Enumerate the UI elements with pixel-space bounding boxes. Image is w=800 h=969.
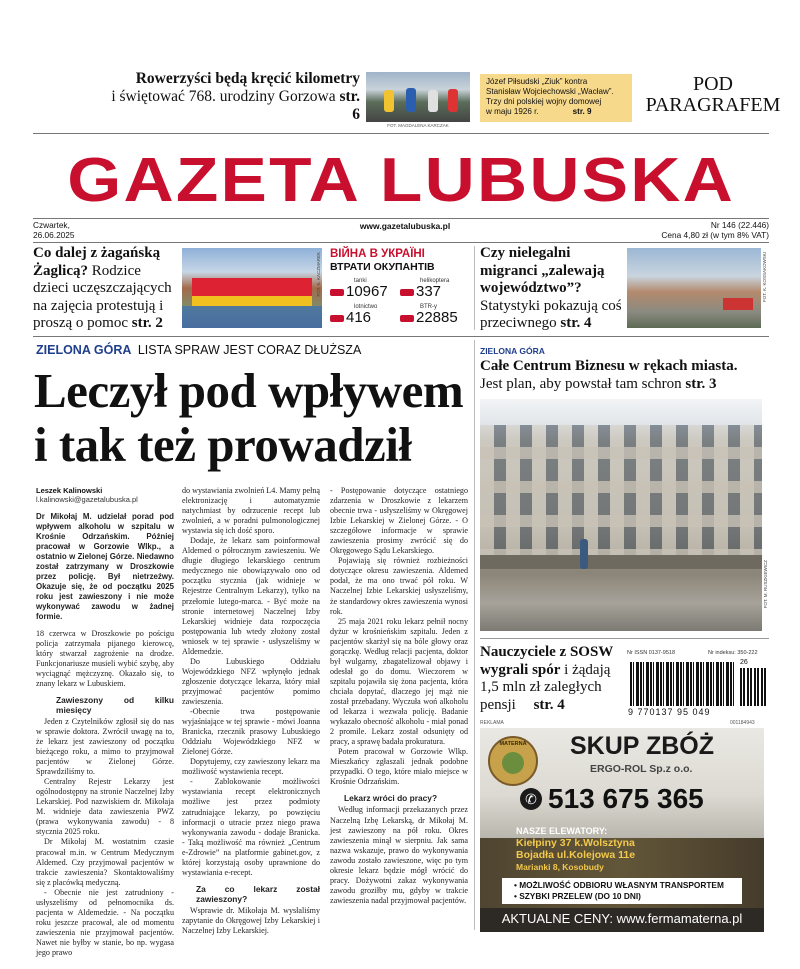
lead-paragraph: Centralny Rejestr Lekarzy jest ogólnodostępny na stronie Naczelnej Izby Lekarskiej. Pod nazwiskiem dr. Mikołaja M. widnieje data zawieszenia PWZ (prawa wykonywania zawodu) - 8 stycznia 2025 roku. <box>36 777 174 837</box>
masthead-url[interactable]: www.gazetalubuska.pl <box>359 221 451 231</box>
ad-title: SKUP ZBÓŻ <box>570 732 714 760</box>
index-number: Nr indeksu: 350-222 <box>708 650 758 656</box>
apc-icon <box>400 315 414 322</box>
lead-intro: Dr Mikołaj M. udzielał porad pod wpływem alkoholu w szpitalu w Krośnie Odrzańskim. Później pracował w Gorzowie Wlkp., a ostatnio w Zielonej Górze. Niedawno został zatrzymany w Droszkowie przez policję. Był nietrzeźwy. Okazuje się, że od początku 2025 roku jest zawieszony i nie może wykonywać zawodu w żadnej formie. <box>36 512 174 622</box>
war-stat-helicopters: helikoptera 337 <box>400 278 449 299</box>
lead-kicker-text: LISTA SPRAW JEST CORAZ DŁUŻSZA <box>137 343 362 357</box>
story-zaglica-photo <box>182 248 322 328</box>
lead-paragraph: 18 czerwca w Droszkowie po pościgu policja zatrzymała pijanego kierowcę, który stwarzał zagrożenie na drodze. Funkcjonariusze musieli wybić szybę, aby wyciągnąć mężczyznę. Okazało się, to znany lekarz w Lubuskiem. <box>36 628 174 688</box>
badge-line2: PARAGRAFEM <box>645 94 781 116</box>
lead-paragraph: Jeden z Czytelników zgłosił się do nas w sprawie doktora. Zwrócił uwagę na to, że lekarz jest zawieszony od początku bieżącego roku, a mimo to przyjmował pacjentów w Zielonej Górze. Sprawdziliśmy to. <box>36 716 174 777</box>
story-zaglica-ref: str. 2 <box>131 315 163 331</box>
masthead-title: GAZETA LUBUSKA <box>67 146 735 215</box>
teachers-bold1: Nauczyciele z SOSW <box>480 644 614 660</box>
lead-kicker-place: ZIELONA GÓRA <box>36 343 132 357</box>
helicopter-icon <box>400 289 414 296</box>
lead-subhead: Zawieszony od kilku miesięcy <box>56 694 174 715</box>
teaser-right-line3: Trzy dni polskiej wojny domowej <box>486 97 602 106</box>
lead-headline-line1: Leczył pod wpływem <box>34 363 464 418</box>
pod-paragrafem-badge <box>640 74 786 116</box>
war-stat-apc: BTR-y 22885 <box>400 304 458 325</box>
ad-elevators-title: NASZE ELEWATORY: <box>516 826 608 836</box>
teaser-left-line1: Rowerzyści będą kręcić kilometry <box>135 70 360 87</box>
teachers-text: i żądają 1,5 mln zł zaległych pensji <box>480 661 611 713</box>
logo-text: MATERNA <box>499 741 527 747</box>
teaser-right-line2: Stanisław Wojciechowski „Wacław”. <box>486 87 614 96</box>
teachers-story[interactable] <box>480 644 620 714</box>
lead-column-1 <box>36 512 174 958</box>
badge-line1: POD <box>692 73 733 95</box>
right-story-ref: str. 3 <box>685 376 717 392</box>
ad-phone[interactable]: 513 675 365 <box>548 783 704 814</box>
lead-paragraph: do wystawiania zwolnień L4. Mamy pełną elektronizację i automatyzmie natychmiast by odrzucenie recept lub zwolnień, a w poradni pulmonologicznej wystawia się ich dość sporo. <box>182 486 321 536</box>
phone-icon: ✆ <box>520 788 542 810</box>
story-migrants[interactable] <box>480 245 622 333</box>
story-zaglica-credit: FOT. K. KACZMAREK <box>316 252 321 297</box>
masthead-day: Czwartek, <box>33 220 70 230</box>
war-stat-tanks: tanki 10967 <box>330 278 388 299</box>
right-story-photo <box>480 399 762 631</box>
story-migrants-bold: Czy nielegalni migranci „zalewają województwo”? <box>480 245 605 296</box>
right-story-credit: FOT. M. RUSZKIEWICZ <box>763 560 768 609</box>
lead-headline[interactable] <box>34 364 474 472</box>
story-zaglica[interactable] <box>33 245 178 333</box>
lead-paragraph: Dr Mikołaj M. wostatnim czasie pracował m.in. w Centrum Medycznym Aldemed. Czy przyjmował pacjentów w trakcie zawieszenia? Skontaktowaliśmy się z placówką medyczną. <box>36 837 174 887</box>
ad-feature: • SZYBKI PRZELEW (DO 10 DNI) <box>514 891 641 901</box>
ad-label: REKLAMA <box>480 720 504 726</box>
teaser-right-box[interactable] <box>480 74 632 122</box>
right-story-deck: Jest plan, aby powstał tam schron <box>480 376 682 392</box>
lead-author: Leszek Kalinowski <box>36 486 103 495</box>
materna-logo <box>488 736 538 786</box>
lead-paragraph: 25 maja 2021 roku lekarz pełnił nocny dyżur w krośnieńskim szpitalu. Jeden z pacjentów skarżył się na bóle głowy oraz gorączkę. Według relacji pacjenta, doktor był wulgarny, zbagatelizował objawy i odesłał go do domu. Wieczorem w szpitalu pojawiła się żona pacjenta, która chciała dopytać, dlaczego jej mąż nie został przebadany. Wyczuła woń alkoholu od lekarza i wezwała policję. Badanie wykazało obecność alkoholu - miał ponad 2 promile. Lekarz został odsunięty od pracy, a sprawę badała prokuratura. <box>330 616 468 747</box>
right-story-kicker: ZIELONA GÓRA <box>480 346 545 356</box>
teaser-left-credit: FOT. MAGDALENA KARCZAK <box>387 123 449 128</box>
masthead-issue: Nr 146 (22.446) <box>710 220 769 230</box>
ad-code: 001184943 <box>730 720 755 726</box>
lead-paragraph: Pojawiają się również rozbieżności dotyczące okresu zawieszenia. Aldemed podał, że ma ono trwać pół roku. W Naczelnej Izbie Lekarskiej usłyszeliśmy, że standardowy okres zawieszenia wynosi rok. <box>330 556 468 616</box>
lead-kicker <box>36 343 361 357</box>
ad-elevator: Bojadła ul.Kolejowa 11e <box>516 849 636 861</box>
war-title: ВІЙНА В УКРАЇНІ <box>330 248 425 260</box>
ad-elevator: Kiełpiny 37 k.Wolsztyna <box>516 837 635 849</box>
ad-company: ERGO-ROL Sp.z o.o. <box>590 763 693 775</box>
story-migrants-photo <box>627 248 761 328</box>
teaser-left-photo <box>366 72 470 122</box>
barcode-addon <box>740 668 766 706</box>
lead-subhead: Za co lekarz został zawieszony? <box>196 883 320 904</box>
ad-elevator: Marianki 8, Kosobudy <box>516 862 604 872</box>
story-migrants-text: Statystyki pokazują coś przeciwnego <box>480 297 622 331</box>
teaser-right-line4: w maju 1926 r. <box>486 107 539 116</box>
ad-box[interactable] <box>480 728 764 932</box>
lead-paragraph: Potem pracował w Gorzowie Wlkp. Mieszkańcy zgłaszali jednak podobne przypadki. O tego, które miało miejsce w Krośnie Odrzańskim. <box>330 747 468 787</box>
lead-headline-line2: i tak też prowadził <box>34 417 412 472</box>
teaser-left-ref[interactable]: str. 6 <box>339 88 360 123</box>
lead-column-3 <box>330 486 468 906</box>
lead-paragraph: Dodaje, że lekarz sam poinformował Aldemed o półrocznym zawieszeniu. We długie długiego lekarskiego centrum medycznego nie obowiązywało ono od początku stycznia (jak widnieje w Rejestrze Centralnym Lekarzy), tylko na przełomie lutego-marca. - Być może na stronie internetowej Naczelnej Izby Lekarskiej widnieje data rozpoczęcia postępowania lub wtedy złożony został wniosek w tej sprawie - usłyszeliśmy w Aldemedzie. <box>182 536 320 656</box>
teachers-bold2: wygrali spór <box>480 661 561 678</box>
lead-paragraph: - Obecnie nie jest zatrudniony - usłyszeliśmy od pełnomocnika ds. pacjenta w Aldemedzie. - Na początku roku jeszcze pracował, ale od momentu zawieszenia nie przyjmował pacjentów. Nawet nie byłby w stanie, bo np. wygasa jego prawo <box>36 887 174 957</box>
teaser-right-ref[interactable]: str. 9 <box>572 107 592 116</box>
teaser-right-line1: Józef Piłsudski „Ziuk” kontra <box>486 77 588 86</box>
war-subtitle: ВТРАТИ ОКУПАНТІВ <box>330 261 435 273</box>
plane-icon <box>330 315 344 322</box>
war-stat-aircraft: lotnictwo 416 <box>330 304 377 325</box>
barcode-number: 9 770137 95 049 <box>628 707 711 717</box>
teaser-left-line2: i świętować 768. urodziny Gorzowa <box>111 88 336 105</box>
masthead-date: 26.06.2025 <box>33 230 75 240</box>
lead-paragraph: Dopytujemy, czy zawieszony lekarz ma możliwość wystawienia recept. <box>182 757 320 777</box>
story-migrants-ref: str. 4 <box>560 315 592 331</box>
right-story-headline: Całe Centrum Biznesu w rękach miasta. <box>480 358 738 374</box>
lead-paragraph: Według informacji przekazanych przez Naczelną Izbę Lekarską, dr Mikołaj M. jest zawieszony na pół roku. Okres zawieszenia minął w sierpniu. Jak sama nazwa wskazuje, prawo do wykonywania zawodu zostało zawieszone, więc po tym okresie lekarz będzie mógł wrócić do pracy. Dożywotni zakaz wykonywania zawodu groziłby mu, gdyby w trakcie zawieszenia nadal przyjmował pacjentów. <box>330 805 468 905</box>
ad-footer-label: AKTUALNE CENY: <box>501 911 613 926</box>
right-story[interactable] <box>480 357 770 393</box>
tank-icon <box>330 289 344 296</box>
lead-column-2 <box>182 486 320 936</box>
ad-feature: • MOŻLIWOŚĆ ODBIORU WŁASNYM TRANSPORTEM <box>514 880 724 890</box>
lead-email[interactable]: l.kalinowski@gazetalubuska.pl <box>36 495 138 504</box>
ad-footer-url[interactable]: www.fermamaterna.pl <box>616 911 743 926</box>
masthead-price: Cena 4,80 zł (w tym 8% VAT) <box>661 230 769 240</box>
lead-subhead: Lekarz wróci do pracy? <box>344 793 438 804</box>
lead-paragraph: - Postępowanie dotyczące ostatniego zdarzenia w Droszkowie z lekarzem obecnie trwa - usłyszeliśmy w Okręgowej Izbie Lekarskiej w Zielonej Górze. - O szczegółowe informacje w sprawie zawieszenia prosimy zwrócić się do Okręgowego Sądu Lekarskiego. <box>330 486 468 556</box>
teachers-ref: str. 4 <box>533 696 565 713</box>
barcode <box>630 662 734 706</box>
masthead-logo[interactable] <box>33 148 769 214</box>
barcode-addon-text: 26 <box>740 659 748 666</box>
lead-paragraph: - Zablokowanie możliwości wystawiania recept elektronicznych możliwe jest przez podmioty zatrudniające lekarzy, po powzięciu informacji o utracie przez niego prawa wykonywania zawodu - dodaje Branicka. - Taką możliwość ma również „Centrum e-Zdrowie” na platformie gabinet.gov, z której korzystają osoby uprawnione do wystawiania e-recept. <box>182 777 320 877</box>
story-migrants-credit: FOT. K. KOSSAKOWSKI <box>762 252 767 303</box>
story-zaglica-text: Rodzice dzieci uczęszczających na zajęcia protestują i proszą o pomoc <box>33 262 172 331</box>
lead-paragraph: Wsprawie dr. Mikołaja M. wysłaliśmy zapytanie do Okręgowej Izby Lekarskiej i Naczelnej Izby Lekarskiej. <box>182 905 320 936</box>
lead-paragraph: -Obecnie trwa postępowanie wyjaśniające w tej sprawie - mówi Joanna Branicka, rzecznik prasowy Lubuskiego Oddziału Wojewódzkiego NFZ w Zielonej Górze. <box>182 707 320 757</box>
lead-paragraph: Do Lubuskiego Oddziału Wojewódzkiego NFZ wpłynęło jednak zgłoszenie dotyczące lekarza, który miał przyjmować pacjentów pomimo zawieszenia. <box>182 656 320 706</box>
issn-number: Nr ISSN 0137-9518 <box>627 650 675 656</box>
story-zaglica-bold: Co dalej z żagańską Żaglicą? <box>33 245 161 279</box>
